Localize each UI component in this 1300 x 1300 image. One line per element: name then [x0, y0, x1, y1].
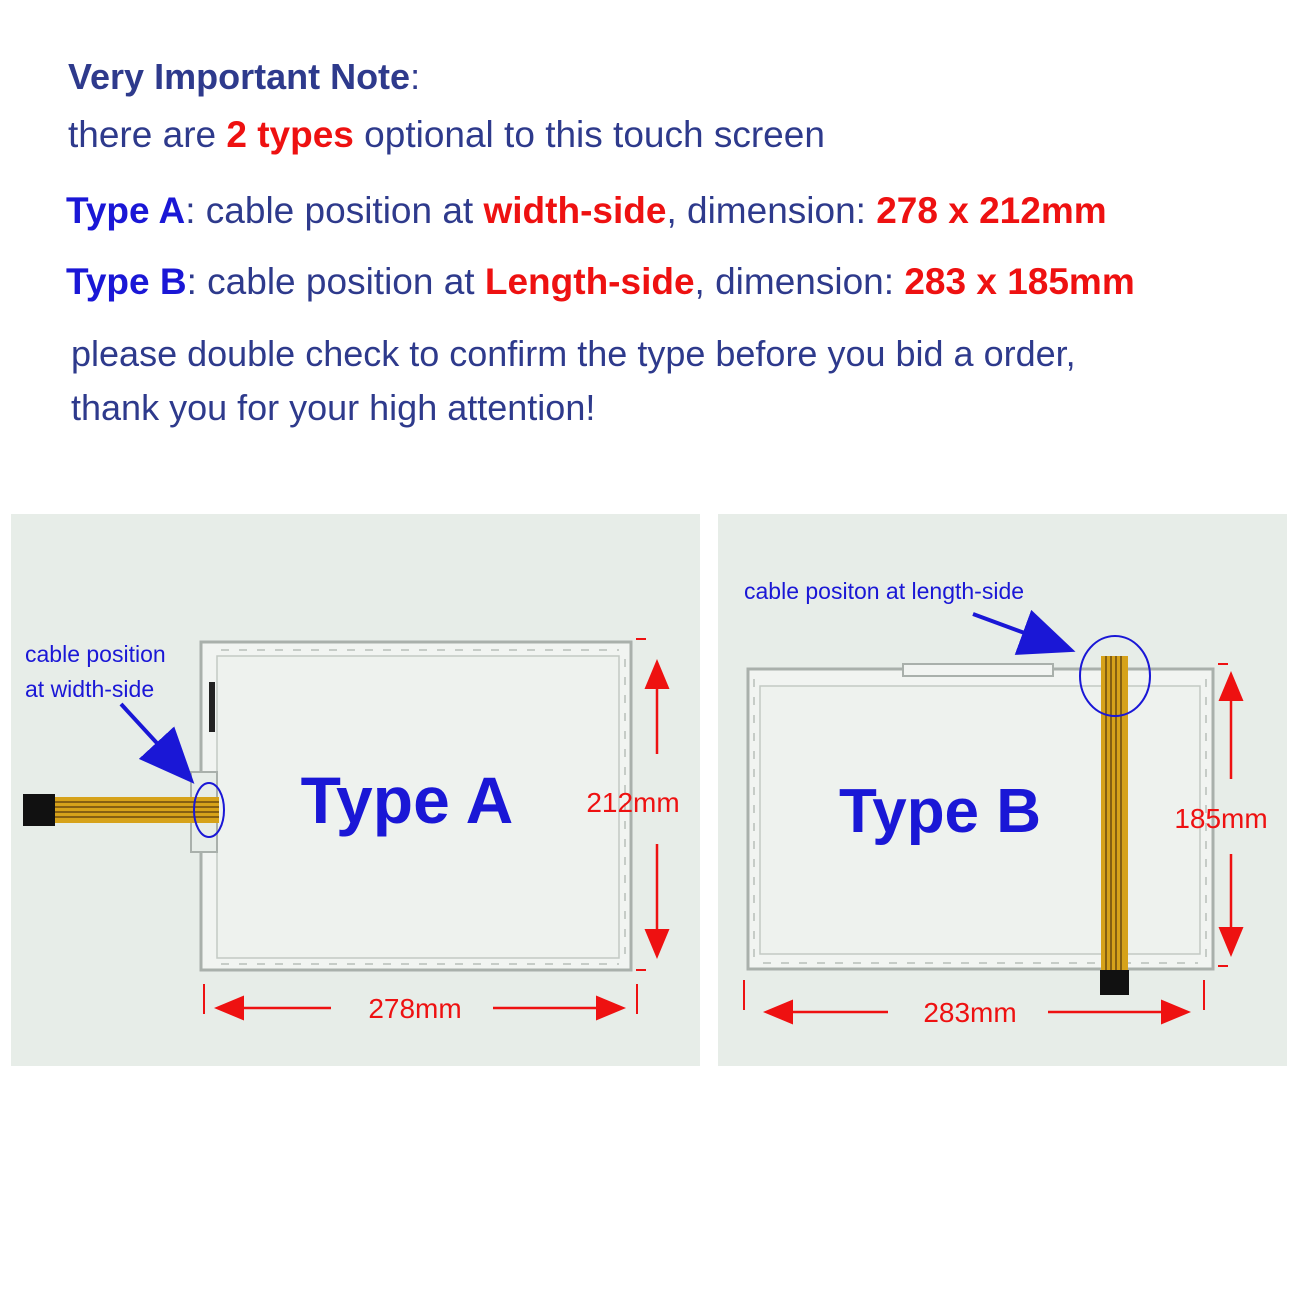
type-b-photo: [718, 514, 1287, 1066]
type-a-photo: [11, 514, 700, 1066]
note-heading-line: [68, 56, 420, 98]
callout-arrow: [973, 614, 1068, 649]
cable-connector: [1100, 970, 1129, 995]
type-a-line: [66, 190, 1107, 232]
type-b-line: [66, 261, 1135, 303]
type-a-side: width-side: [483, 190, 667, 231]
note-types-pre: there are: [68, 114, 227, 155]
type-b-illustration: [718, 514, 1287, 1066]
callout-text: cable positon at length-side: [744, 578, 1025, 604]
type-b-dimension: 283 x 185mm: [904, 261, 1135, 302]
note-types-post: optional to this touch screen: [353, 114, 825, 155]
note-types-count: 2 types: [226, 114, 354, 155]
confirm-line: please double check to confirm the type before you bid a order,: [71, 333, 1076, 374]
type-b-text1: : cable position at: [186, 261, 485, 302]
type-a-text2: , dimension:: [666, 190, 877, 231]
type-b-text2: , dimension:: [694, 261, 905, 302]
callout-text-line1: cable position: [25, 641, 166, 667]
type-a-label: Type A: [66, 190, 186, 231]
height-label: 212mm: [586, 787, 680, 818]
type-a-title: Type A: [300, 763, 514, 837]
flex-cable: [1101, 656, 1128, 974]
height-label: 185mm: [1174, 803, 1268, 834]
cable-connector: [23, 794, 55, 826]
panel-tab: [903, 664, 1053, 676]
callout-arrow: [121, 704, 189, 778]
type-b-side: Length-side: [484, 261, 695, 302]
width-label: 278mm: [368, 993, 462, 1024]
note-types-line: [68, 114, 825, 156]
panel-edge-strip: [209, 682, 215, 732]
note-heading-colon: :: [410, 56, 421, 97]
type-b-label: Type B: [66, 261, 187, 302]
note-heading: Very Important Note: [68, 56, 411, 97]
type-a-text1: : cable position at: [185, 190, 484, 231]
type-a-dimension: 278 x 212mm: [876, 190, 1107, 231]
type-a-illustration: [11, 514, 700, 1066]
type-b-title: Type B: [838, 777, 1042, 846]
thanks-line: thank you for your high attention!: [71, 387, 596, 428]
width-label: 283mm: [923, 997, 1017, 1028]
callout-text-line2: at width-side: [25, 676, 155, 702]
